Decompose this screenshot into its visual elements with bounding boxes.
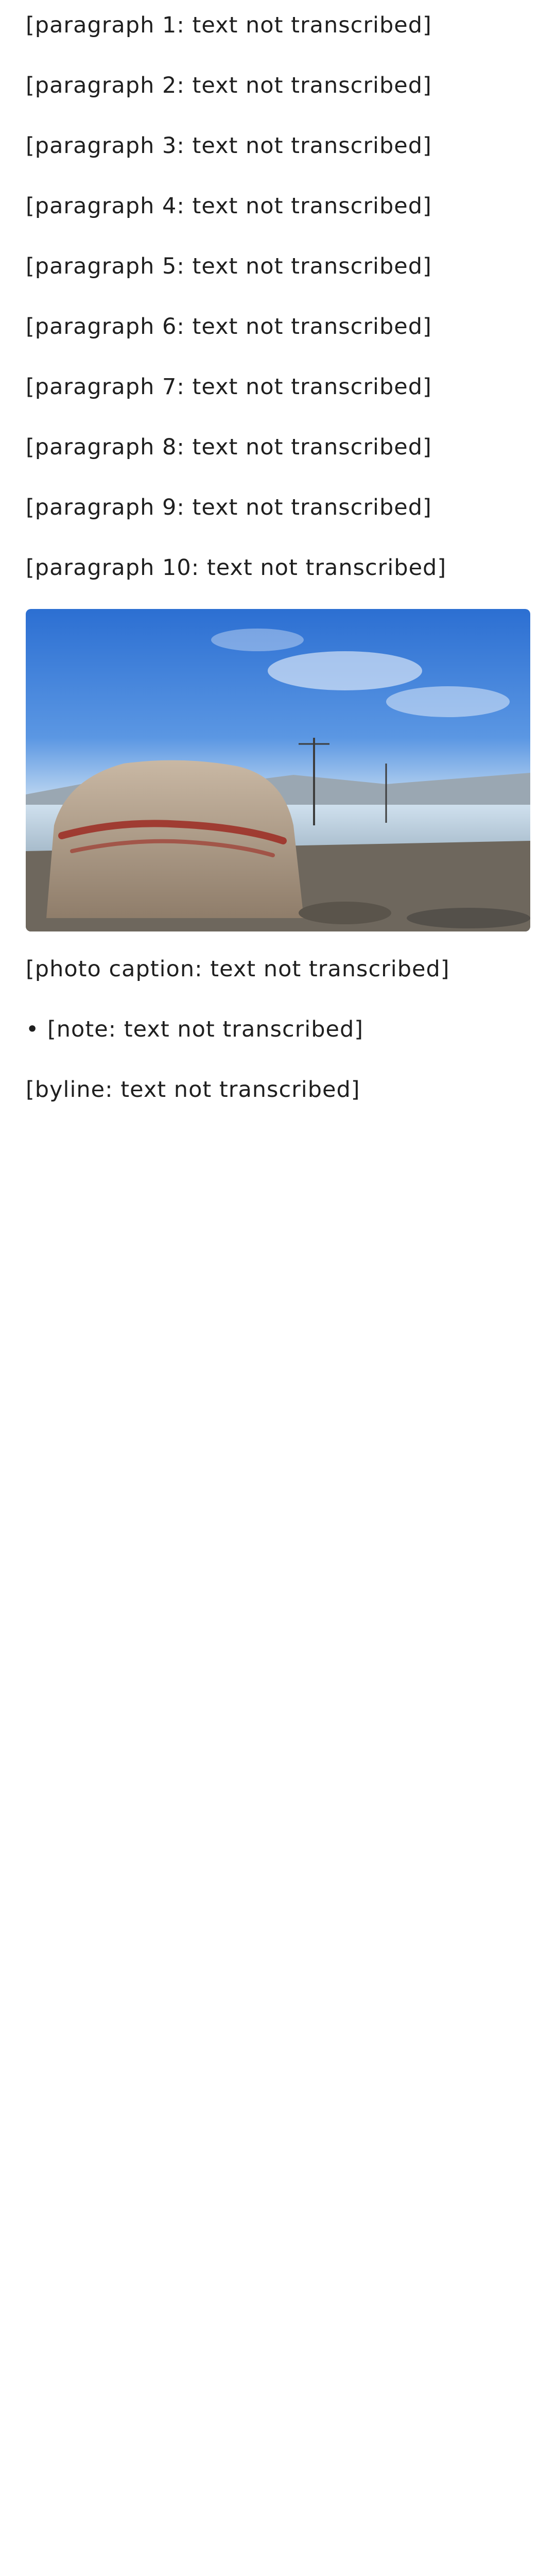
article [0,0,556,1109]
article-paragraph: [paragraph 6: text not transcribed] [26,314,432,340]
article-paragraph: [paragraph 8: text not transcribed] [26,434,432,460]
article-paragraph: [paragraph 5: text not transcribed] [26,253,432,279]
byline: [byline: text not transcribed] [26,1077,360,1103]
article-paragraph: [paragraph 9: text not transcribed] [26,495,432,520]
photo-caption: [photo caption: text not transcribed] [26,956,450,982]
stone [407,908,530,928]
cloud [211,629,304,651]
photo-landscape [26,609,530,931]
stone [299,902,391,924]
bullet-note-text: [note: text not transcribed] [47,1016,364,1042]
article-paragraph: [paragraph 1: text not transcribed] [26,12,432,38]
article-paragraph: [paragraph 2: text not transcribed] [26,73,432,98]
article-photo [26,609,530,931]
article-paragraph: [paragraph 3: text not transcribed] [26,133,432,159]
article-paragraph: [paragraph 10: text not transcribed] [26,555,447,581]
cloud [268,651,422,690]
bullet-note [26,1010,530,1071]
cloud [386,686,510,717]
article-paragraph: [paragraph 4: text not transcribed] [26,193,432,219]
article-paragraph: [paragraph 7: text not transcribed] [26,374,432,400]
bullet-marker: • [26,1016,39,1042]
